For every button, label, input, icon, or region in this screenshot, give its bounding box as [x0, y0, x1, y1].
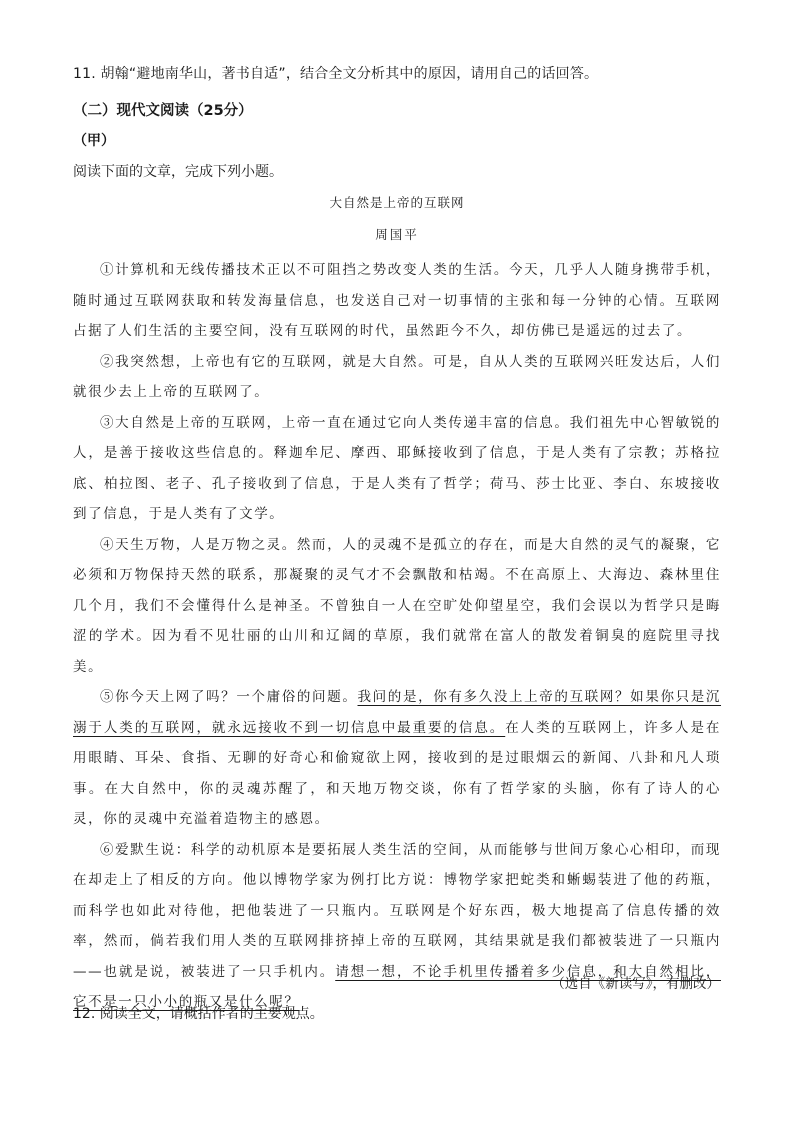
article-author: 周国平: [375, 227, 419, 242]
underlined-sentence-1: 我问的是，你有多久没上上帝的互联网？如果你只是沉溺于人类的互联网，就永远接收不到一切信息中最重要的信息。: [73, 689, 722, 736]
paragraph-5-rest: 在人类的互联网上，许多人是在用眼睛、耳朵、食指、无聊的好奇心和偷窥欲上网，接收到的是过眼烟云的新闻、八卦和凡人琐事。在大自然中，你的灵魂苏醒了，和天地万物交谈，你有了哲学家的头脑，你有了诗人的心灵，你的灵魂中充溢着造物主的感恩。: [73, 719, 721, 827]
reading-instruction: 阅读下面的文章，完成下列小题。: [73, 164, 283, 180]
underlined-sentence-2: 请想一想，不论手机里传播着多少信息，和大自然相比，它不是一只小小的瓶又是什么呢？: [73, 963, 721, 1010]
sub-heading: （甲）: [73, 133, 115, 149]
question-12: 12. 阅读全文，请概括作者的主要观点。: [73, 1006, 324, 1022]
paragraph-1: ①计算机和无线传播技术正以不可阻挡之势改变人类的生活。今天，几乎人人随身携带手机，随时通过互联网获取和转发海量信息，也发送自己对一切事情的主张和每一分钟的心情。互联网占据了人们生活的主要空间，没有互联网的时代，虽然距今不久，却仿佛已是遥远的过去了。: [73, 262, 721, 339]
article-title: 大自然是上帝的互联网: [329, 195, 465, 210]
paragraph-6-main: ⑥爱默生说：科学的动机原本是要拓展人类生活的空间，从而能够与世间万象心心相印，而现在却走上了相反的方向。他以博物学家为例打比方说：博物学家把蛇类和蜥蜴装进了他的药瓶，而科学也如此对待他，把他装进了一只瓶内。互联网是个好东西，极大地提高了信息传播的效率，然而，倘若我们用人类的互联网排挤掉上帝的互联网，其结果就是我们都被装进了一只瓶内——也就是说，被装进了一只手机内。: [73, 841, 721, 980]
article-body: [73, 255, 721, 1018]
paragraph-5-intro: ⑤你今天上网了吗？一个庸俗的问题。: [100, 689, 358, 705]
paragraph-2: ②我突然想，上帝也有它的互联网，就是大自然。可是，自从人类的互联网兴旺发达后，人们就很少去上上帝的互联网了。: [73, 353, 721, 400]
source-note: （选自《新读写》，有删改）: [551, 976, 720, 992]
paragraph-3: ③大自然是上帝的互联网，上帝一直在通过它向人类传递丰富的信息。我们祖先中心智敏锐的人，是善于接收这些信息的。释迦牟尼、摩西、耶稣接收到了信息，于是人类有了宗教；苏格拉底、柏拉图、老子、孔子接收到了信息，于是人类有了哲学；荷马、莎士比亚、李白、东坡接收到了信息，于是人类有了文学。: [73, 414, 721, 522]
section-heading: （二）现代文阅读（25分）: [73, 103, 253, 119]
question-11: 11. 胡翰“避地南华山，著书自适”，结合全文分析其中的原因，请用自己的话回答。: [73, 66, 599, 82]
paragraph-4: ④天生万物，人是万物之灵。然而，人的灵魂不是孤立的存在，而是大自然的灵气的凝聚，它必须和万物保持天然的联系，那凝聚的灵气才不会飘散和枯竭。不在高原上、大海边、森林里住几个月，我们不会懂得什么是神圣。不曾独自一人在空旷处仰望星空，我们会误以为哲学只是晦涩的学术。因为看不见壮丽的山川和辽阔的草原，我们就常在富人的散发着铜臭的庭院里寻找美。: [73, 536, 721, 675]
paragraph-5: [73, 682, 721, 835]
